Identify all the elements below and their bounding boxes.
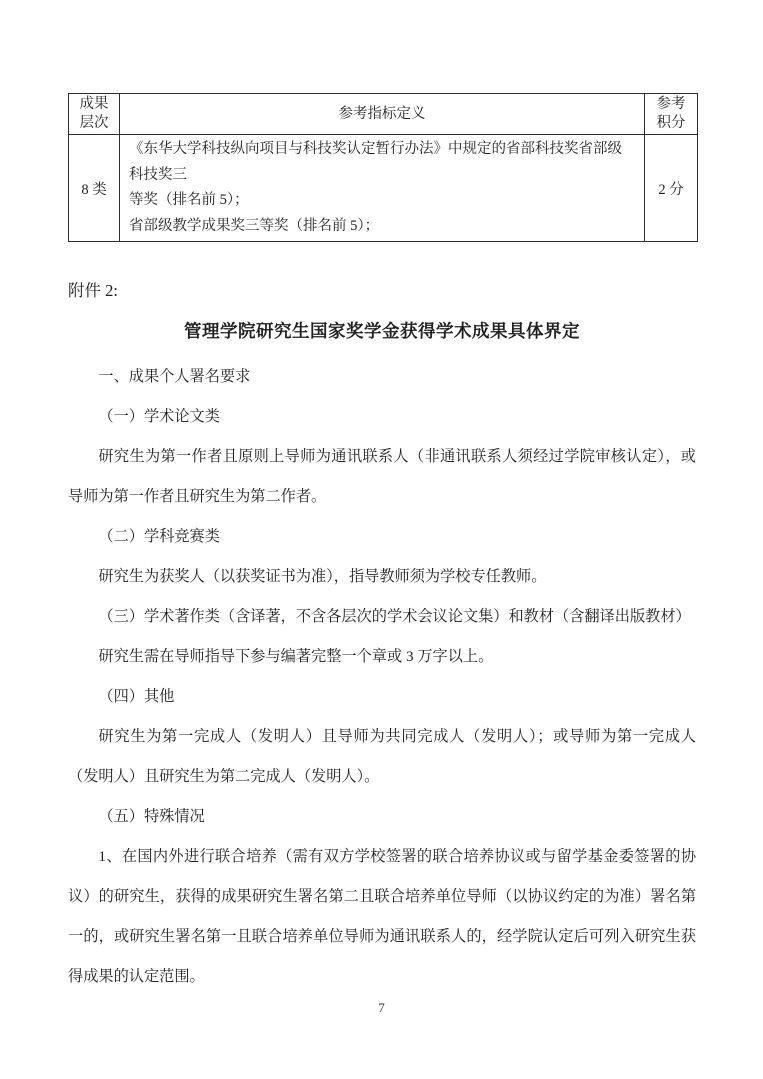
achievement-criteria-table — [68, 93, 698, 242]
paragraph-academic-papers-rule: 研究生为第一作者且原则上导师为通讯联系人（非通讯联系人须经过学院审核认定），或导师为第一作者且研究生为第二作者。 — [68, 448, 696, 505]
table-header-row — [69, 94, 698, 135]
column-header-points-line1: 参考 — [656, 96, 686, 112]
document-title: 管理学院研究生国家奖学金获得学术成果具体界定 — [184, 321, 580, 341]
column-header-points — [645, 94, 698, 135]
section-heading-signature-requirements: 一、成果个人署名要求 — [98, 368, 251, 385]
paragraph-others-rule: 研究生为第一完成人（发明人）且导师为共同完成人（发明人）；或导师为第一完成人（发明人）且研究生为第二完成人（发明人）。 — [68, 728, 696, 785]
paragraph-monographs-rule: 研究生需在导师指导下参与编著完整一个章或 3 万字以上。 — [98, 648, 494, 665]
subsection-heading-others: （四）其他 — [98, 688, 175, 705]
subsection-heading-monographs: （三）学术著作类（含译著，不含各层次的学术会议论文集）和教材（含翻译出版教材） — [98, 608, 691, 625]
column-header-level-line1: 成果 — [79, 96, 109, 112]
cell-achievement-level: 8 类 — [69, 135, 120, 242]
attachment-label: 附件 2: — [68, 281, 118, 300]
subsection-heading-academic-papers: （一）学术论文类 — [98, 408, 220, 425]
page-number: 7 — [378, 1000, 385, 1015]
paragraph-special-cases-rule: 1、在国内外进行联合培养（需有双方学校签署的联合培养协议或与留学基金委签署的协议）的研究生，获得的成果研究生署名第二且联合培养单位导师（以协议约定的为准）署名第一的，或研究生署名第一且联合培养单位导师为通讯联系人的，经学院认定后可列入研究生获得成果的认定范围。 — [68, 848, 696, 985]
definition-line: 《东华大学科技纵向项目与科技奖认定暂行办法》中规定的省部科技奖省部级科技奖三 — [129, 141, 622, 183]
column-header-definition: 参考指标定义 — [120, 94, 645, 135]
column-header-level — [69, 94, 120, 135]
definition-line: 省部级教学成果奖三等奖（排名前 5）； — [129, 217, 380, 234]
paragraph-competitions-rule: 研究生为获奖人（以获奖证书为准），指导教师须为学校专任教师。 — [98, 568, 547, 585]
definition-line: 等奖（排名前 5）； — [129, 192, 249, 208]
cell-definition — [120, 135, 645, 242]
table-row — [69, 135, 698, 242]
column-header-level-line2: 层次 — [79, 115, 109, 131]
subsection-heading-special-cases: （五）特殊情况 — [98, 808, 205, 825]
column-header-points-line2: 积分 — [656, 115, 686, 131]
cell-points: 2 分 — [645, 135, 698, 242]
document-body — [68, 357, 696, 997]
subsection-heading-competitions: （二）学科竞赛类 — [98, 528, 220, 545]
